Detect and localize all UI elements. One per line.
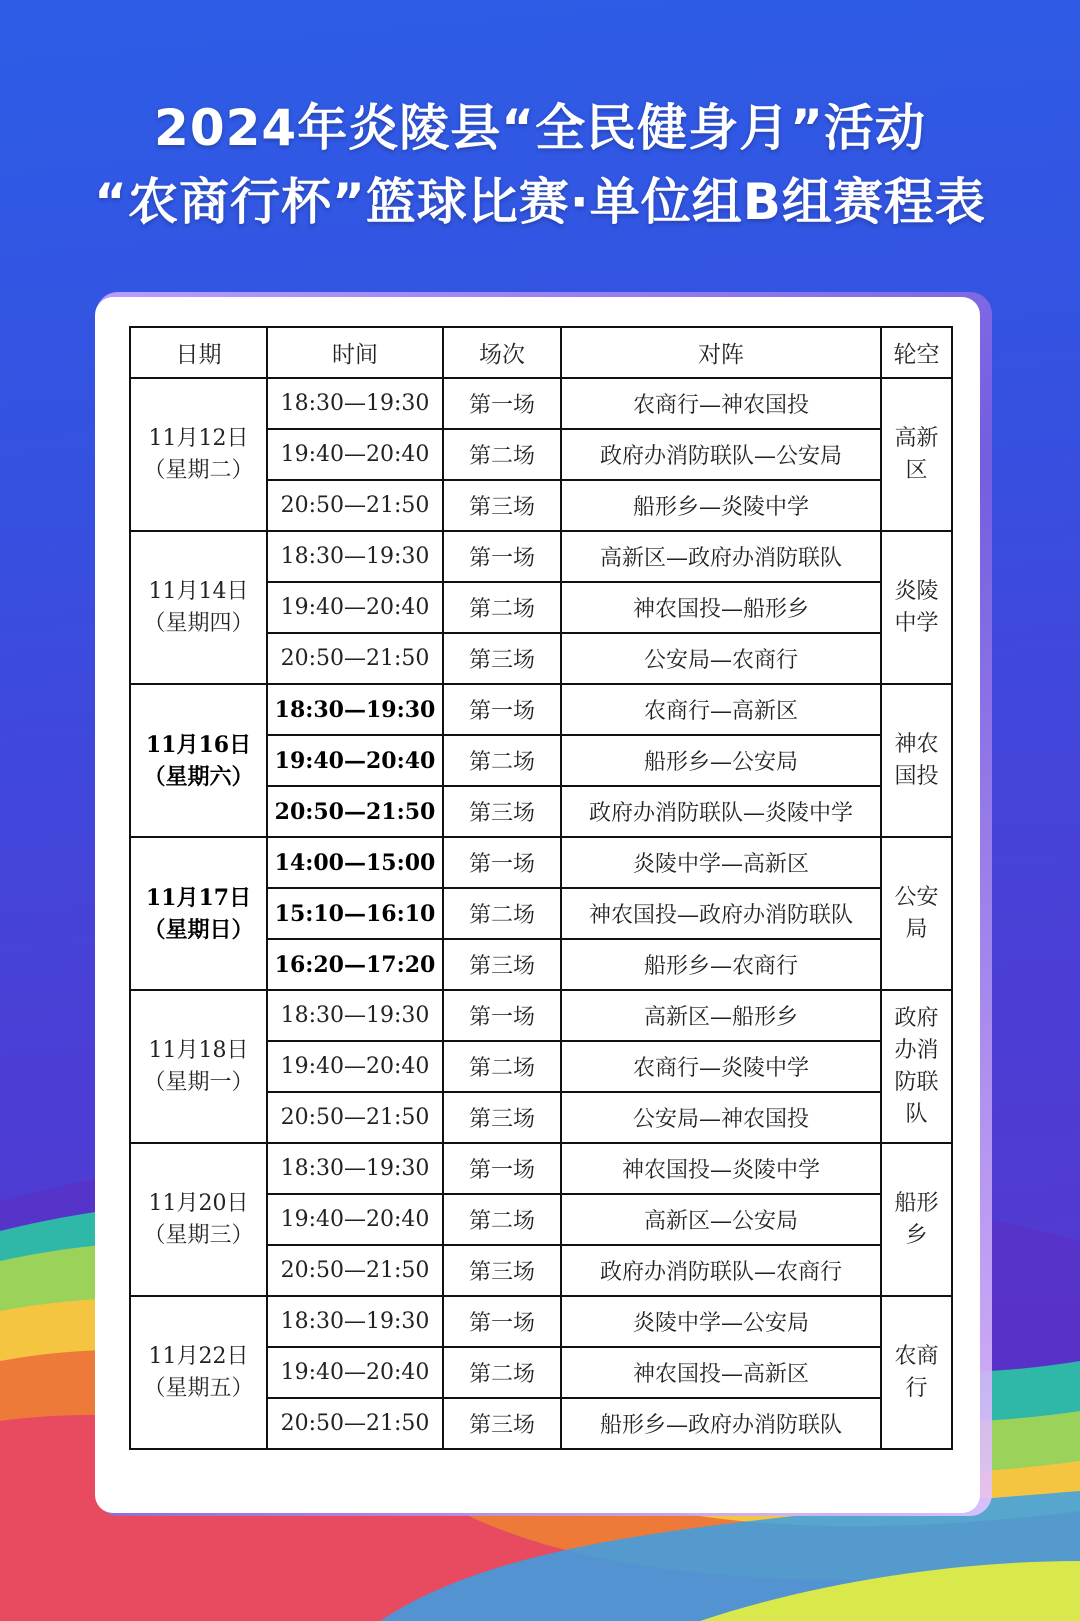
match-cell: 政府办消防联队—炎陵中学 [561,786,881,837]
date-cell [130,531,267,684]
schedule-body [130,378,952,1449]
date-text: 11月16日 [145,731,252,758]
time-cell: 19:40—20:40 [267,1347,443,1398]
round-cell: 第二场 [443,1194,561,1245]
date-cell [130,837,267,990]
bye-cell [881,684,952,837]
time-cell: 18:30—19:30 [267,684,443,735]
match-cell: 炎陵中学—高新区 [561,837,881,888]
match-cell: 农商行—炎陵中学 [561,1041,881,1092]
time-cell: 18:30—19:30 [267,1143,443,1194]
date-text: 11月18日 [148,1037,249,1063]
header-date: 日期 [130,327,267,378]
header-row [130,327,952,378]
match-cell: 高新区—船形乡 [561,990,881,1041]
date-cell [130,1296,267,1449]
round-cell: 第二场 [443,888,561,939]
match-cell: 神农国投—政府办消防联队 [561,888,881,939]
header-round: 场次 [443,327,561,378]
round-cell: 第二场 [443,429,561,480]
round-cell: 第二场 [443,582,561,633]
bye-text: 政府办消防联队 [894,1005,939,1127]
bye-text: 公安局 [894,884,939,942]
page-title-line1: 2024年炎陵县“全民健身月”活动 [154,99,926,157]
bye-text: 神农国投 [894,731,939,789]
time-cell: 18:30—19:30 [267,1296,443,1347]
time-cell: 20:50—21:50 [267,633,443,684]
match-cell: 船形乡—政府办消防联队 [561,1398,881,1449]
schedule-table [129,326,953,1450]
date-text: 11月17日 [145,884,252,911]
table-row [130,1143,952,1194]
date-text: 11月12日 [148,425,249,451]
match-cell: 农商行—神农国投 [561,378,881,429]
round-cell: 第二场 [443,1347,561,1398]
match-cell: 船形乡—农商行 [561,939,881,990]
bye-text: 船形乡 [894,1190,939,1248]
round-cell: 第一场 [443,837,561,888]
round-cell: 第一场 [443,1296,561,1347]
table-row [130,531,952,582]
table-row [130,378,952,429]
date-cell [130,990,267,1143]
table-row [130,990,952,1041]
weekday-text: （星期六） [143,763,254,790]
round-cell: 第一场 [443,684,561,735]
weekday-text: （星期三） [143,1222,254,1248]
match-cell: 神农国投—高新区 [561,1347,881,1398]
match-cell: 政府办消防联队—公安局 [561,429,881,480]
weekday-text: （星期四） [143,610,254,636]
date-text: 11月14日 [148,578,249,604]
round-cell: 第三场 [443,1245,561,1296]
match-cell: 公安局—神农国投 [561,1092,881,1143]
page-title-line2: “农商行杯”篮球比赛·单位组B组赛程表 [94,173,986,231]
time-cell: 20:50—21:50 [267,786,443,837]
time-cell: 16:20—17:20 [267,939,443,990]
time-cell: 19:40—20:40 [267,582,443,633]
match-cell: 船形乡—公安局 [561,735,881,786]
round-cell: 第三场 [443,939,561,990]
time-cell: 18:30—19:30 [267,990,443,1041]
bye-cell [881,531,952,684]
bye-text: 农商行 [894,1343,939,1401]
time-cell: 19:40—20:40 [267,735,443,786]
date-cell [130,1143,267,1296]
round-cell: 第一场 [443,531,561,582]
bye-text: 高新区 [894,425,939,483]
date-cell [130,378,267,531]
date-cell [130,684,267,837]
date-text: 11月22日 [148,1343,249,1369]
time-cell: 20:50—21:50 [267,480,443,531]
round-cell: 第二场 [443,735,561,786]
round-cell: 第三场 [443,1398,561,1449]
round-cell: 第一场 [443,378,561,429]
time-cell: 15:10—16:10 [267,888,443,939]
match-cell: 神农国投—炎陵中学 [561,1143,881,1194]
bye-cell [881,378,952,531]
weekday-text: （星期一） [143,1069,254,1095]
round-cell: 第三场 [443,633,561,684]
bye-text: 炎陵中学 [894,578,939,636]
time-cell: 20:50—21:50 [267,1398,443,1449]
match-cell: 高新区—政府办消防联队 [561,531,881,582]
weekday-text: （星期二） [143,457,254,483]
round-cell: 第三场 [443,480,561,531]
match-cell: 炎陵中学—公安局 [561,1296,881,1347]
time-cell: 19:40—20:40 [267,1194,443,1245]
time-cell: 20:50—21:50 [267,1092,443,1143]
round-cell: 第二场 [443,1041,561,1092]
bye-cell [881,837,952,990]
weekday-text: （星期日） [143,916,254,943]
bye-cell [881,1296,952,1449]
time-cell: 18:30—19:30 [267,531,443,582]
match-cell: 高新区—公安局 [561,1194,881,1245]
table-row [130,684,952,735]
header-time: 时间 [267,327,443,378]
bye-cell [881,1143,952,1296]
round-cell: 第一场 [443,990,561,1041]
time-cell: 19:40—20:40 [267,1041,443,1092]
round-cell: 第一场 [443,1143,561,1194]
date-text: 11月20日 [148,1190,249,1216]
header-match: 对阵 [561,327,881,378]
time-cell: 19:40—20:40 [267,429,443,480]
weekday-text: （星期五） [143,1375,254,1401]
table-row [130,1296,952,1347]
round-cell: 第三场 [443,786,561,837]
header-bye: 轮空 [881,327,952,378]
match-cell: 政府办消防联队—农商行 [561,1245,881,1296]
match-cell: 神农国投—船形乡 [561,582,881,633]
time-cell: 18:30—19:30 [267,378,443,429]
round-cell: 第三场 [443,1092,561,1143]
table-row [130,837,952,888]
time-cell: 14:00—15:00 [267,837,443,888]
time-cell: 20:50—21:50 [267,1245,443,1296]
match-cell: 农商行—高新区 [561,684,881,735]
bye-cell [881,990,952,1143]
match-cell: 公安局—农商行 [561,633,881,684]
match-cell: 船形乡—炎陵中学 [561,480,881,531]
